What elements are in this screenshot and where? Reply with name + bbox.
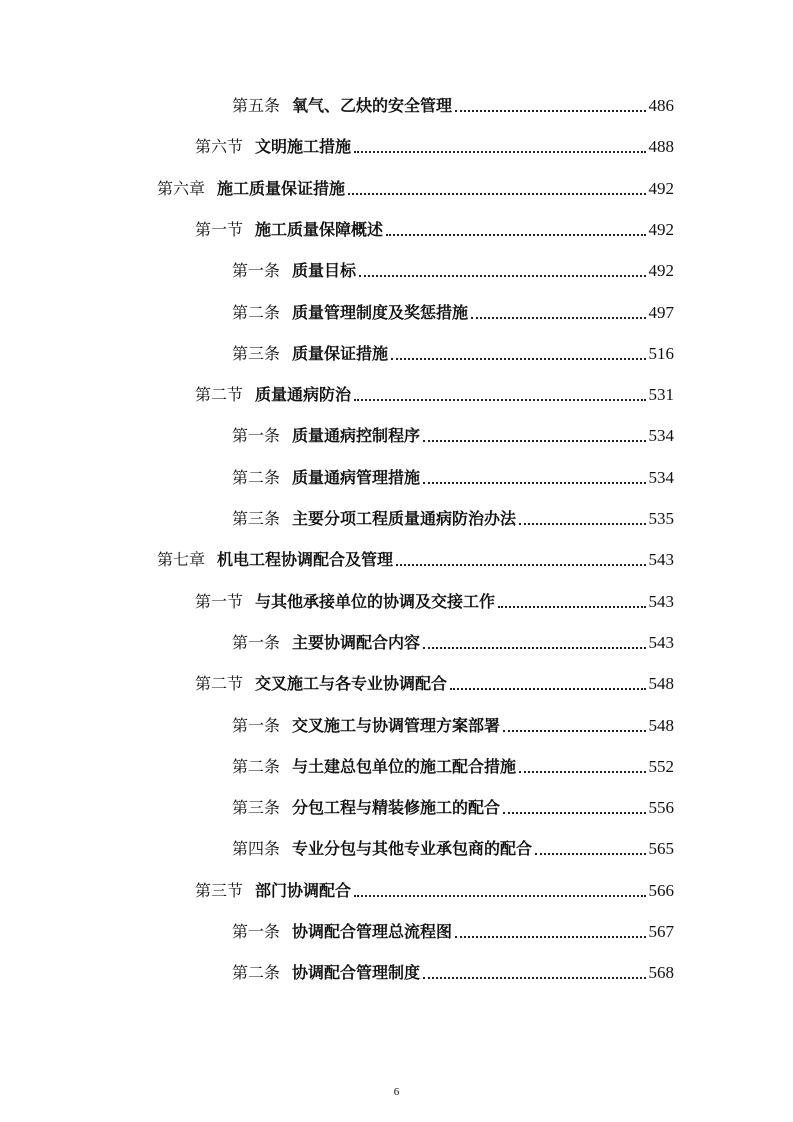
dot-leader bbox=[391, 358, 645, 360]
toc-entry-title: 分包工程与精装修施工的配合 bbox=[292, 798, 501, 818]
toc-entry-article[interactable] bbox=[232, 420, 674, 446]
dot-leader bbox=[503, 812, 645, 814]
toc-entry-label: 第六章 bbox=[157, 178, 206, 198]
dot-leader bbox=[386, 234, 645, 236]
toc-entry-title: 协调配合管理总流程图 bbox=[292, 922, 453, 941]
toc-entry-label: 第七章 bbox=[157, 550, 206, 570]
page-number: 6 bbox=[393, 1086, 400, 1098]
dot-leader bbox=[354, 151, 645, 153]
toc-entry-title: 协调配合管理制度 bbox=[292, 963, 421, 983]
dot-leader bbox=[423, 482, 645, 484]
toc-entry-chapter[interactable] bbox=[157, 173, 674, 199]
toc-entry-page: 552 bbox=[648, 756, 674, 776]
toc-entry-chapter[interactable] bbox=[157, 544, 674, 570]
toc-entry-article[interactable] bbox=[232, 462, 674, 488]
toc-entry-article[interactable] bbox=[232, 833, 674, 859]
dot-leader bbox=[471, 317, 645, 319]
toc-entry-page: 566 bbox=[648, 880, 674, 900]
toc-entry-article[interactable] bbox=[232, 338, 674, 364]
dot-leader bbox=[503, 730, 645, 732]
toc-entry-section[interactable] bbox=[195, 668, 674, 694]
dot-leader bbox=[455, 110, 645, 112]
toc-entry-article[interactable] bbox=[232, 90, 674, 116]
toc-entry-page: 543 bbox=[648, 591, 674, 611]
toc-entry-article[interactable] bbox=[232, 627, 674, 653]
toc-entry-section[interactable] bbox=[195, 379, 674, 405]
toc-entry-label: 第二条 bbox=[232, 302, 281, 322]
toc-entry-title: 主要分项工程质量通病防治办法 bbox=[292, 509, 517, 528]
toc-entry-page: 548 bbox=[648, 674, 674, 694]
toc-entry-label: 第一条 bbox=[232, 426, 281, 446]
toc-entry-label: 第二条 bbox=[232, 756, 281, 776]
toc-entry-page: 492 bbox=[648, 261, 674, 281]
toc-entry-page: 548 bbox=[648, 715, 674, 735]
toc-entry-label: 第二条 bbox=[232, 963, 281, 983]
dot-leader bbox=[519, 523, 645, 525]
dot-leader bbox=[450, 688, 645, 690]
toc-entry-title: 主要协调配合内容 bbox=[292, 632, 421, 652]
toc-entry-title: 施工质量保障概述 bbox=[255, 219, 384, 239]
toc-entry-page: 492 bbox=[648, 219, 674, 239]
dot-leader bbox=[423, 977, 645, 979]
toc-entry-label: 第二节 bbox=[195, 674, 244, 694]
toc-entry-article[interactable] bbox=[232, 297, 674, 323]
toc-entry-title: 质量通病管理措施 bbox=[292, 467, 421, 487]
toc-entry-title: 质量通病防治 bbox=[255, 385, 352, 405]
toc-entry-page: 531 bbox=[648, 385, 674, 405]
toc-entry-title: 与土建总包单位的施工配合措施 bbox=[292, 756, 517, 776]
toc-entry-label: 第五条 bbox=[232, 96, 281, 115]
toc-entry-page: 534 bbox=[648, 426, 674, 446]
toc-entry-label: 第一条 bbox=[232, 632, 281, 652]
toc-entry-article[interactable] bbox=[232, 255, 674, 281]
toc-entry-title: 文明施工措施 bbox=[255, 137, 352, 157]
toc-entry-title: 与其他承接单位的协调及交接工作 bbox=[255, 591, 496, 611]
toc-entry-label: 第四条 bbox=[232, 839, 281, 859]
toc-entry-label: 第三条 bbox=[232, 509, 281, 528]
toc-entry-label: 第三条 bbox=[232, 798, 281, 818]
toc-entry-label: 第三条 bbox=[232, 343, 281, 363]
toc-entry-section[interactable] bbox=[195, 131, 674, 157]
dot-leader bbox=[519, 771, 645, 773]
dot-leader bbox=[354, 895, 645, 897]
dot-leader bbox=[535, 853, 645, 855]
dot-leader bbox=[423, 647, 645, 649]
toc-entry-title: 机电工程协调配合及管理 bbox=[217, 550, 394, 570]
toc-entry-section[interactable] bbox=[195, 214, 674, 240]
toc-entry-label: 第二条 bbox=[232, 467, 281, 487]
toc-entry-article[interactable] bbox=[232, 792, 674, 818]
toc-entry-page: 535 bbox=[648, 509, 674, 528]
toc-entry-label: 第一节 bbox=[195, 219, 244, 239]
toc-entry-label: 第一节 bbox=[195, 591, 244, 611]
dot-leader bbox=[354, 399, 645, 401]
dot-leader bbox=[396, 564, 645, 566]
toc-entry-label: 第三节 bbox=[195, 880, 244, 900]
toc-entry-label: 第二节 bbox=[195, 385, 244, 405]
toc-entry-label: 第六节 bbox=[195, 137, 244, 157]
toc-entry-article[interactable] bbox=[232, 751, 674, 777]
toc-entry-title: 氧气、乙炔的安全管理 bbox=[292, 96, 453, 115]
toc-entry-page: 534 bbox=[648, 467, 674, 487]
toc-entry-title: 交叉施工与各专业协调配合 bbox=[255, 674, 448, 694]
toc-entry-section[interactable] bbox=[195, 875, 674, 901]
dot-leader bbox=[423, 440, 645, 442]
toc-entry-title: 施工质量保证措施 bbox=[217, 178, 346, 198]
toc-entry-page: 556 bbox=[648, 798, 674, 818]
toc-entry-title: 质量保证措施 bbox=[292, 343, 389, 363]
toc-entry-page: 516 bbox=[648, 343, 674, 363]
dot-leader bbox=[359, 275, 645, 277]
toc-entry-title: 质量管理制度及奖惩措施 bbox=[292, 302, 469, 322]
toc-entry-page: 486 bbox=[648, 96, 674, 115]
dot-leader bbox=[455, 936, 645, 938]
toc-entry-page: 568 bbox=[648, 963, 674, 983]
toc-entry-label: 第一条 bbox=[232, 922, 281, 941]
toc-entry-title: 专业分包与其他专业承包商的配合 bbox=[292, 839, 533, 859]
toc-entry-page: 543 bbox=[648, 550, 674, 570]
toc-entry-article[interactable] bbox=[232, 916, 674, 942]
toc-entry-page: 488 bbox=[648, 137, 674, 157]
toc-entry-title: 交叉施工与协调管理方案部署 bbox=[292, 715, 501, 735]
toc-entry-article[interactable] bbox=[232, 710, 674, 736]
toc-entry-page: 565 bbox=[648, 839, 674, 859]
toc-entry-page: 497 bbox=[648, 302, 674, 322]
toc-entry-page: 492 bbox=[648, 178, 674, 198]
toc-entry-section[interactable] bbox=[195, 586, 674, 612]
toc-entry-page: 567 bbox=[648, 922, 674, 941]
toc-entry-label: 第一条 bbox=[232, 715, 281, 735]
toc-entry-title: 部门协调配合 bbox=[255, 880, 352, 900]
dot-leader bbox=[348, 193, 645, 195]
dot-leader bbox=[498, 606, 645, 608]
toc-entry-article[interactable] bbox=[232, 957, 674, 983]
toc-entry-label: 第一条 bbox=[232, 261, 281, 281]
toc-entry-title: 质量目标 bbox=[292, 261, 357, 281]
toc-entry-article[interactable] bbox=[232, 503, 674, 529]
toc-entry-title: 质量通病控制程序 bbox=[292, 426, 421, 446]
toc-entry-page: 543 bbox=[648, 632, 674, 652]
